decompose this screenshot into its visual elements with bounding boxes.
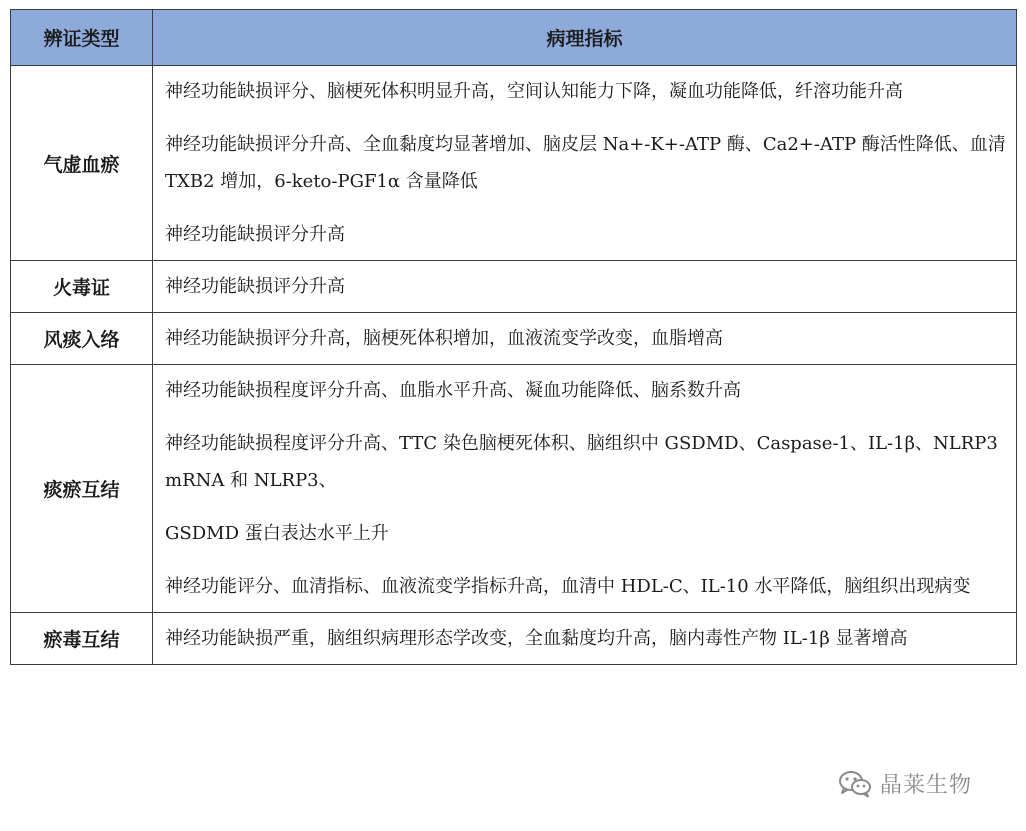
syndrome-type-cell: 风痰入络 xyxy=(11,313,153,365)
header-syndrome-type: 辨证类型 xyxy=(11,10,153,66)
syndrome-type-cell: 气虚血瘀 xyxy=(11,66,153,261)
table-row xyxy=(11,313,1017,365)
indicator-text: 神经功能缺损评分升高 xyxy=(165,224,345,245)
indicator-text: 神经功能缺损严重，脑组织病理形态学改变，全血黏度均升高，脑内毒性产物 IL-1β 显著增高 xyxy=(165,628,908,649)
watermark xyxy=(838,768,972,799)
indicators-cell xyxy=(153,613,1017,665)
syndrome-type-cell: 痰瘀互结 xyxy=(11,365,153,613)
table-row xyxy=(11,261,1017,313)
indicator-text: 神经功能缺损程度评分升高、血脂水平升高、凝血功能降低、脑系数升高 xyxy=(165,380,741,401)
indicators-cell xyxy=(153,365,1017,613)
table-row xyxy=(11,365,1017,613)
syndrome-type-cell: 火毒证 xyxy=(11,261,153,313)
indicator-text: GSDMD 蛋白表达水平上升 xyxy=(165,523,389,544)
indicator-text: 神经功能缺损评分升高，脑梗死体积增加，血液流变学改变，血脂增高 xyxy=(165,328,723,349)
indicators-cell xyxy=(153,66,1017,261)
table-row xyxy=(11,613,1017,665)
table-row xyxy=(11,66,1017,261)
indicator-text: 神经功能评分、血清指标、血液流变学指标升高，血清中 HDL-C、IL-10 水平降低，脑组织出现病变 xyxy=(165,576,971,597)
pathology-table xyxy=(10,9,1017,665)
indicators-cell xyxy=(153,261,1017,313)
indicator-text: 神经功能缺损程度评分升高、TTC 染色脑梗死体积、脑组织中 GSDMD、Caspase-1、IL-1β、NLRP3 mRNA 和 NLRP3、 xyxy=(165,433,998,491)
indicator-text: 神经功能缺损评分升高 xyxy=(165,276,345,297)
table-header-row xyxy=(11,10,1017,66)
indicators-cell xyxy=(153,313,1017,365)
syndrome-type-cell: 瘀毒互结 xyxy=(11,613,153,665)
wechat-icon xyxy=(838,770,872,798)
header-pathology-indicators: 病理指标 xyxy=(153,10,1017,66)
indicator-text: 神经功能缺损评分、脑梗死体积明显升高，空间认知能力下降，凝血功能降低，纤溶功能升高 xyxy=(165,81,903,102)
indicator-text: 神经功能缺损评分升高、全血黏度均显著增加、脑皮层 Na+-K+-ATP 酶、Ca2+-ATP 酶活性降低、血清 TXB2 增加，6-keto-PGF1α 含量降低 xyxy=(165,134,1006,192)
watermark-text: 晶莱生物 xyxy=(880,773,973,798)
